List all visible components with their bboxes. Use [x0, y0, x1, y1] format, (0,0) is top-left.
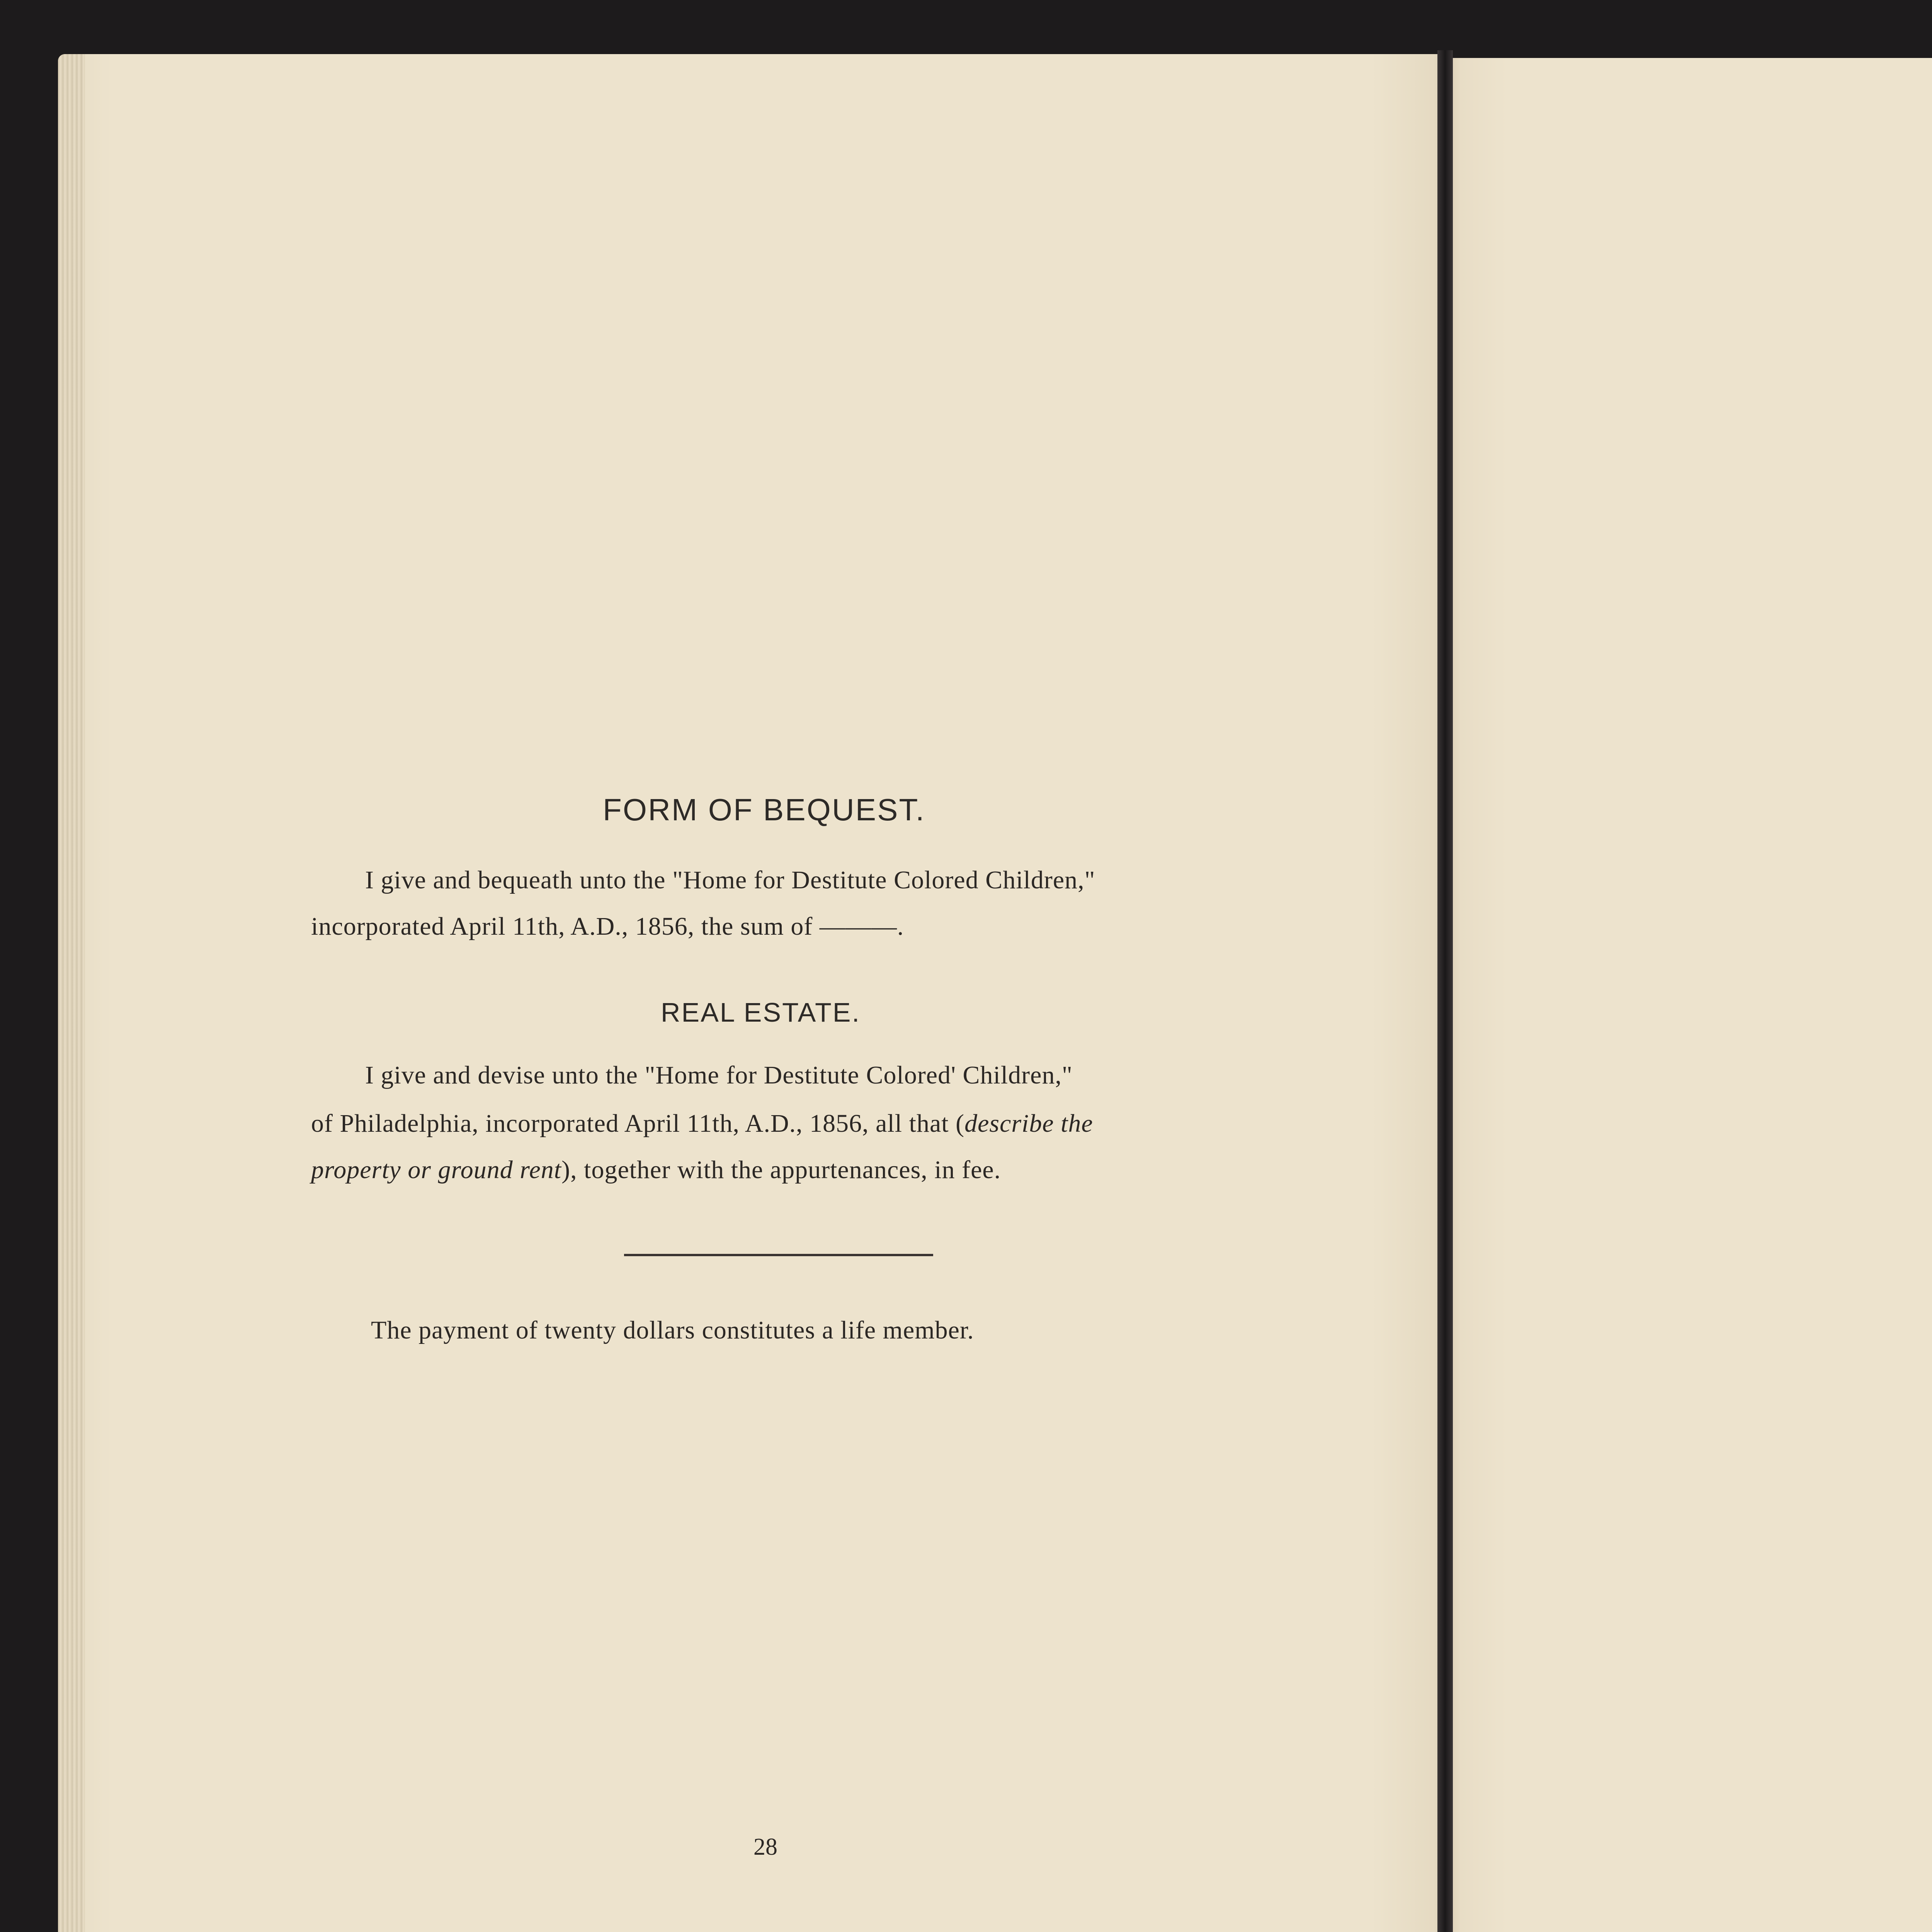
left-page-edge: [58, 54, 85, 1932]
bequest-line-2: incorporated April 11th, A.D., 1856, the sum of ———.: [311, 912, 904, 940]
membership-note: The payment of twenty dollars constitutes a life member.: [371, 1316, 974, 1344]
left-page: [58, 54, 1445, 1932]
bequest-line-1: I give and bequeath unto the "Home for Destitute Colored Children,": [365, 866, 1095, 894]
real-estate-heading: REAL ESTATE.: [661, 997, 861, 1027]
real-estate-line-3-text: ), together with the appurtenances, in fee.: [561, 1156, 1001, 1184]
real-estate-line-2-italic: describe the: [964, 1109, 1093, 1138]
real-estate-line-3: [311, 1155, 1001, 1185]
page-number: 28: [753, 1834, 777, 1860]
right-page: [1445, 58, 1932, 1932]
book-gutter: [1437, 50, 1453, 1932]
real-estate-line-2: [311, 1109, 1093, 1138]
real-estate-line-3-italic: property or ground rent: [311, 1156, 562, 1184]
real-estate-line-1: I give and devise unto the "Home for Destitute Colored' Children,": [365, 1061, 1073, 1089]
real-estate-line-2-text: of Philadelphia, incorporated April 11th, A.D., 1856, all that (: [311, 1109, 965, 1138]
bequest-heading: FORM OF BEQUEST.: [603, 793, 925, 827]
section-divider: [624, 1254, 933, 1256]
